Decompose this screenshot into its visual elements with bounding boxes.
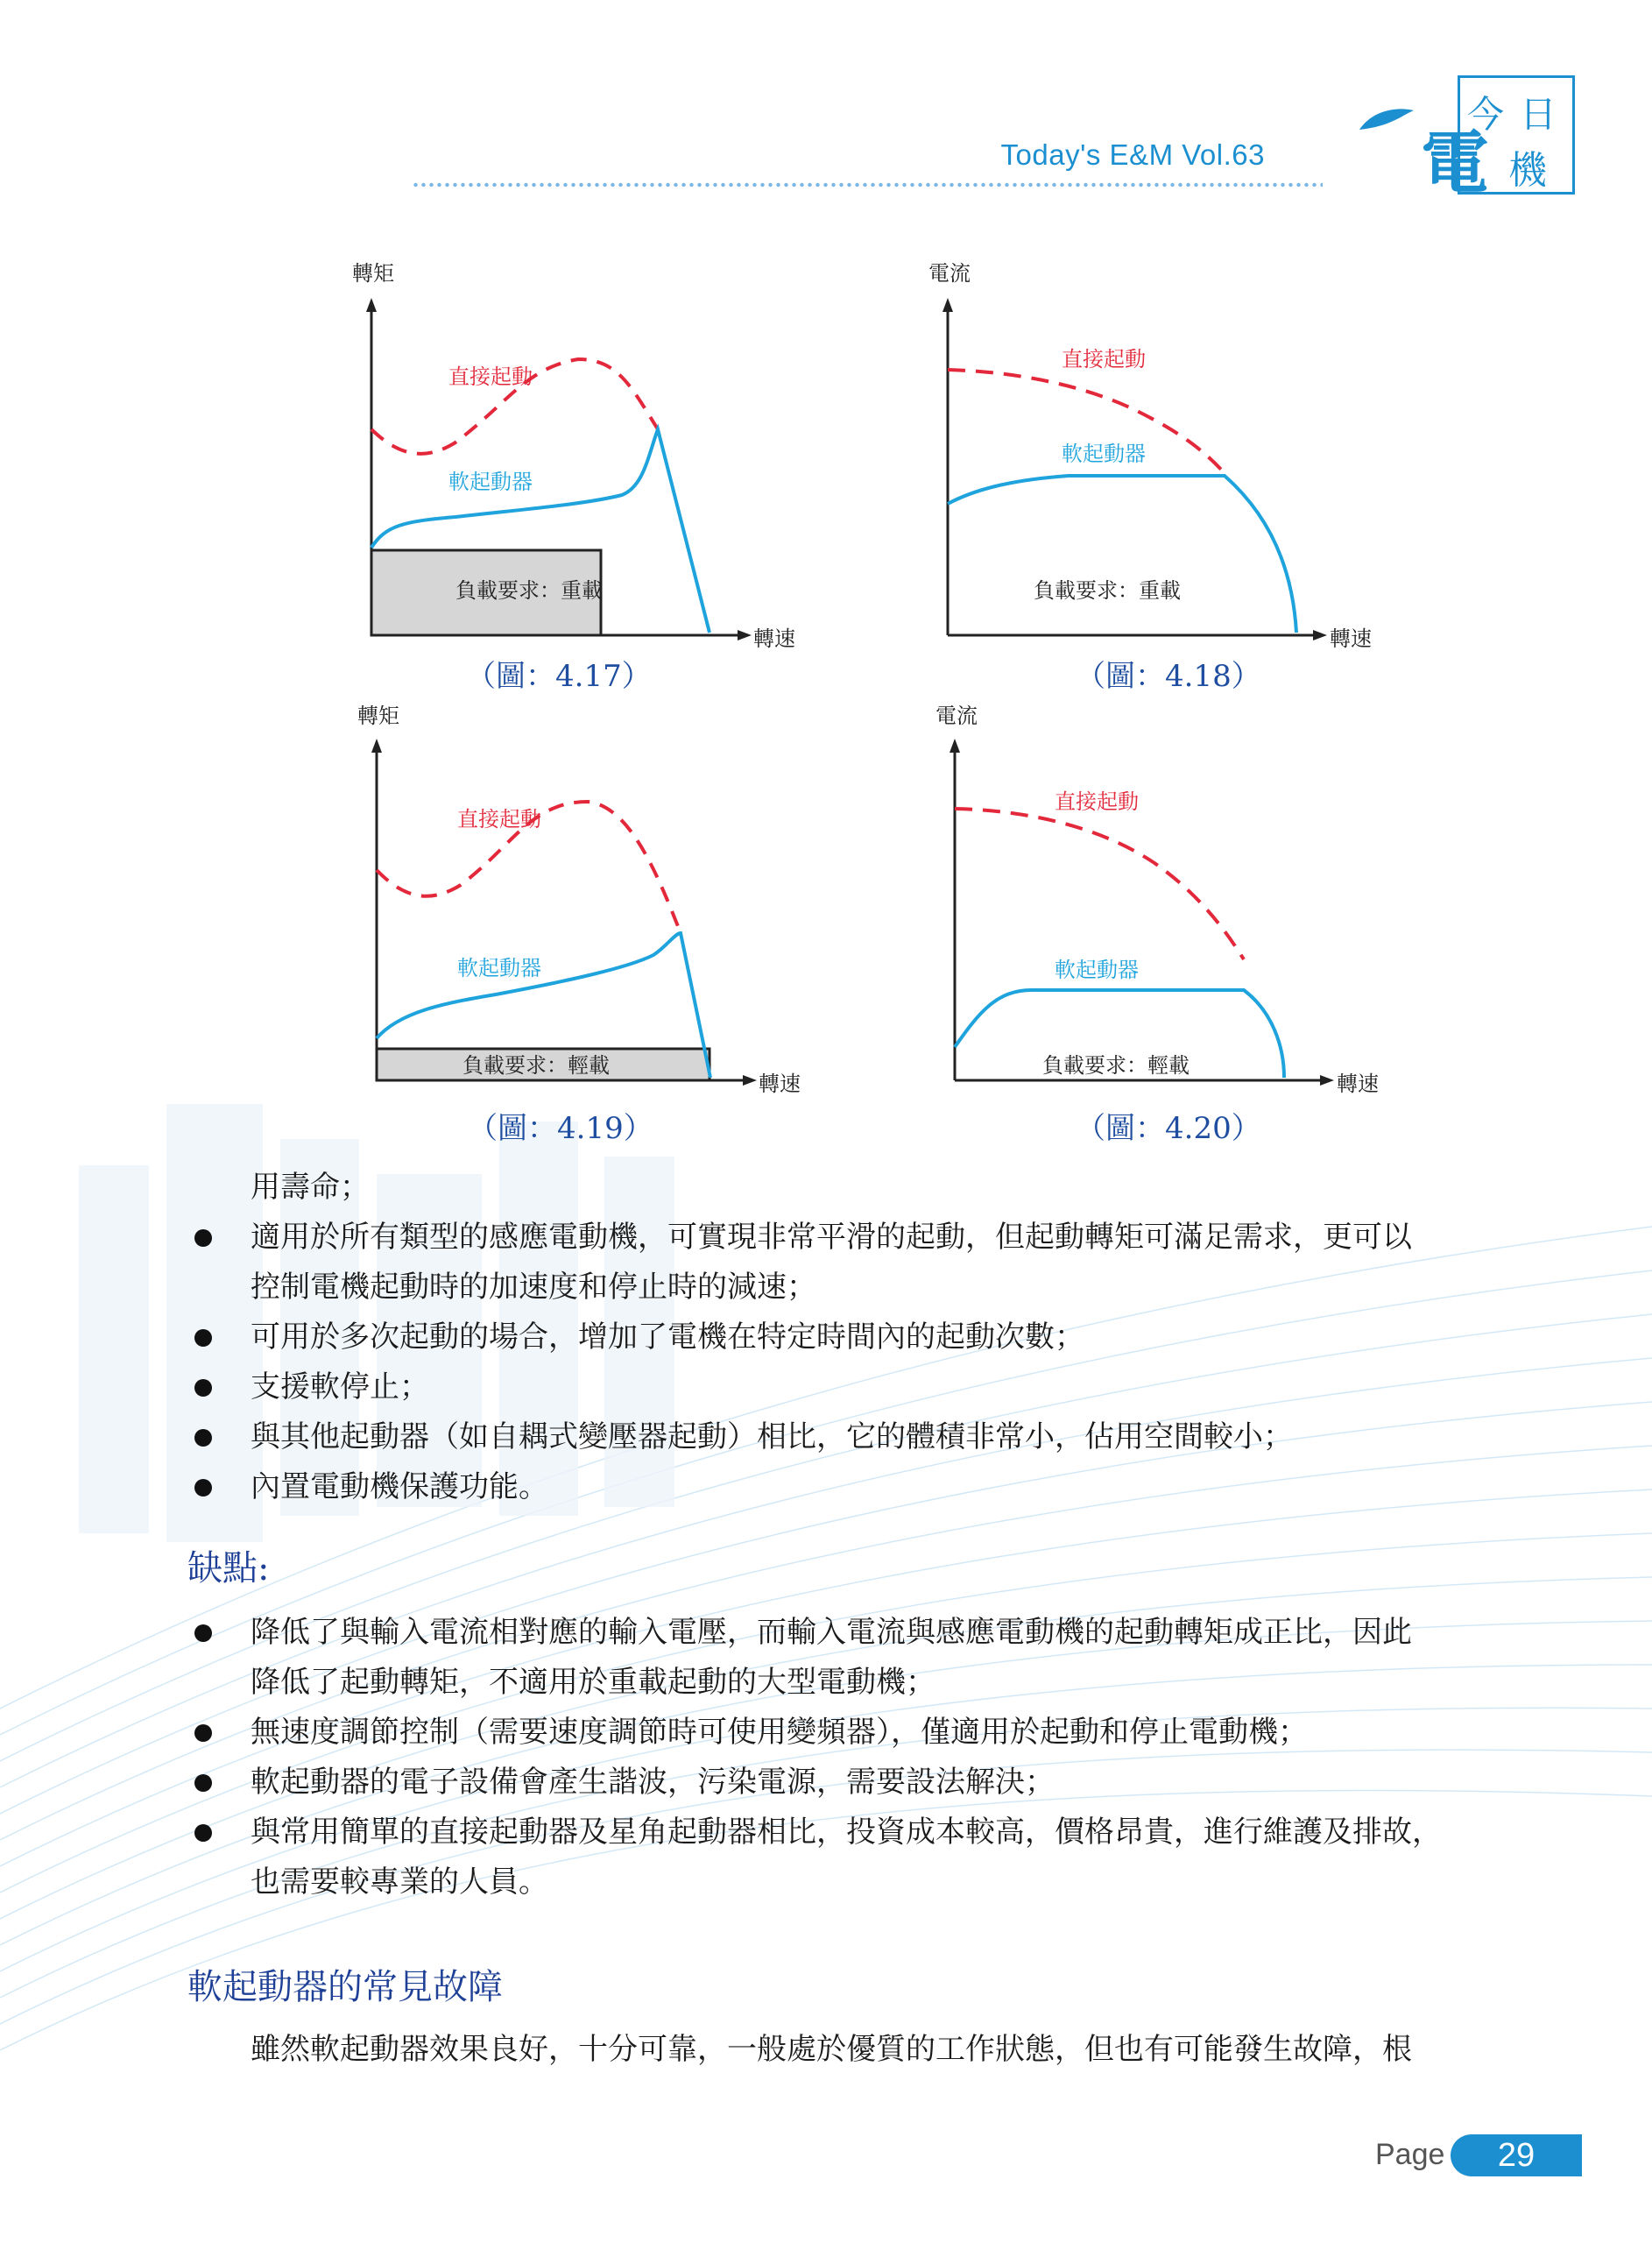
figure-caption: （圖：4.19） bbox=[468, 1111, 653, 1146]
bullet-icon bbox=[194, 1429, 212, 1447]
logo-text-today: 今日 bbox=[1467, 93, 1573, 136]
direct-start-curve bbox=[955, 809, 1244, 959]
list-item: 與常用簡單的直接起動器及星角起動器相比，投資成本較高，價格昂貴，進行維護及排故， 也需要較專業的人員。 bbox=[184, 1808, 1515, 1907]
bullet-icon bbox=[194, 1379, 212, 1397]
y-axis-label: 轉矩 bbox=[352, 261, 394, 286]
x-axis-arrow bbox=[738, 630, 752, 640]
direct-start-label: 直接起動 bbox=[1062, 347, 1146, 371]
list-item: 可用於多次起動的場合，增加了電機在特定時間內的起動次數； bbox=[184, 1313, 1515, 1362]
list-item: 軟起動器的電子設備會產生諧波，污染電源，需要設法解決； bbox=[184, 1758, 1515, 1808]
disadvantages-list bbox=[184, 1608, 1515, 1907]
bullet-icon bbox=[194, 1229, 212, 1247]
page-label: Page bbox=[1375, 2138, 1445, 2171]
bullet-icon bbox=[194, 1329, 212, 1347]
list-item: 與其他起動器（如自耦式變壓器起動）相比，它的體積非常小，佔用空間較小； bbox=[184, 1412, 1515, 1462]
soft-starter-label: 軟起動器 bbox=[448, 470, 533, 494]
bullet-icon bbox=[194, 1824, 212, 1842]
figure-4-19 bbox=[338, 697, 829, 1103]
direct-start-label: 直接起動 bbox=[448, 364, 533, 389]
figure-4-17 bbox=[333, 254, 823, 669]
figure-caption: （圖：4.17） bbox=[466, 659, 652, 694]
list-item: 無速度調節控制（需要速度調節時可使用變頻器），僅適用於起動和停止電動機； bbox=[184, 1708, 1515, 1758]
y-axis-arrow bbox=[942, 298, 953, 312]
bullet-icon bbox=[194, 1724, 212, 1742]
advantages-list bbox=[184, 1213, 1515, 1512]
page-number: 29 bbox=[1451, 2134, 1582, 2176]
direct-start-label: 直接起動 bbox=[1055, 789, 1139, 814]
bullet-icon bbox=[194, 1624, 212, 1642]
y-axis-label: 電流 bbox=[935, 704, 978, 728]
bullet-icon bbox=[194, 1479, 212, 1497]
continuation-text: 用壽命； bbox=[251, 1170, 370, 1205]
logo-text-machine: 機 bbox=[1508, 148, 1547, 193]
y-axis-label: 轉矩 bbox=[357, 704, 399, 728]
soft-starter-label: 軟起動器 bbox=[1062, 442, 1146, 466]
logo-text-electric: 電 bbox=[1421, 124, 1490, 203]
soft-starter-label: 軟起動器 bbox=[1055, 958, 1139, 982]
disadvantages-heading: 缺點: bbox=[187, 1548, 270, 1588]
y-axis-label: 電流 bbox=[928, 261, 971, 286]
load-label: 負載要求：重載 bbox=[1034, 578, 1181, 603]
x-axis-arrow bbox=[1313, 630, 1327, 640]
figure-caption: （圖：4.20） bbox=[1076, 1111, 1261, 1146]
x-axis-label: 轉速 bbox=[1337, 1072, 1379, 1096]
y-axis-arrow bbox=[371, 739, 382, 753]
soft-starter-curve bbox=[948, 476, 1296, 633]
section-heading: 軟起動器的常見故障 bbox=[187, 1967, 503, 2007]
list-item: 內置電動機保護功能。 bbox=[184, 1462, 1515, 1512]
figure-4-18 bbox=[911, 254, 1401, 669]
leaf-icon bbox=[1356, 103, 1417, 135]
figure-4-20 bbox=[918, 697, 1408, 1103]
bullet-icon bbox=[194, 1774, 212, 1792]
x-axis-label: 轉速 bbox=[753, 626, 795, 651]
figure-caption: （圖：4.18） bbox=[1076, 659, 1261, 694]
x-axis-arrow bbox=[1320, 1075, 1334, 1086]
list-item: 適用於所有類型的感應電動機，可實現非常平滑的起動，但起動轉矩可滿足需求，更可以 控制電機起動時的加速度和停止時的減速； bbox=[184, 1213, 1515, 1313]
header-dotted-rule bbox=[412, 182, 1323, 188]
load-label: 負載要求：重載 bbox=[455, 578, 603, 603]
list-item: 降低了與輸入電流相對應的輸入電壓，而輸入電流與感應電動機的起動轉矩成正比，因此 降低了起動轉矩，不適用於重載起動的大型電動機； bbox=[184, 1608, 1515, 1708]
faults-intro-paragraph: 雖然軟起動器效果良好，十分可靠，一般處於優質的工作狀態，但也有可能發生故障，根 bbox=[251, 2032, 1412, 2067]
x-axis-label: 轉速 bbox=[1330, 626, 1372, 651]
y-axis-arrow bbox=[950, 739, 960, 753]
list-item: 支援軟停止； bbox=[184, 1362, 1515, 1412]
x-axis-arrow bbox=[743, 1075, 757, 1086]
load-label: 負載要求：輕載 bbox=[462, 1053, 610, 1078]
x-axis-label: 轉速 bbox=[759, 1072, 801, 1096]
soft-starter-label: 軟起動器 bbox=[457, 956, 541, 980]
direct-start-label: 直接起動 bbox=[457, 807, 541, 831]
magazine-title: Today's E&M Vol.63 bbox=[1000, 138, 1265, 171]
y-axis-arrow bbox=[366, 298, 377, 312]
load-label: 負載要求：輕載 bbox=[1042, 1053, 1190, 1078]
